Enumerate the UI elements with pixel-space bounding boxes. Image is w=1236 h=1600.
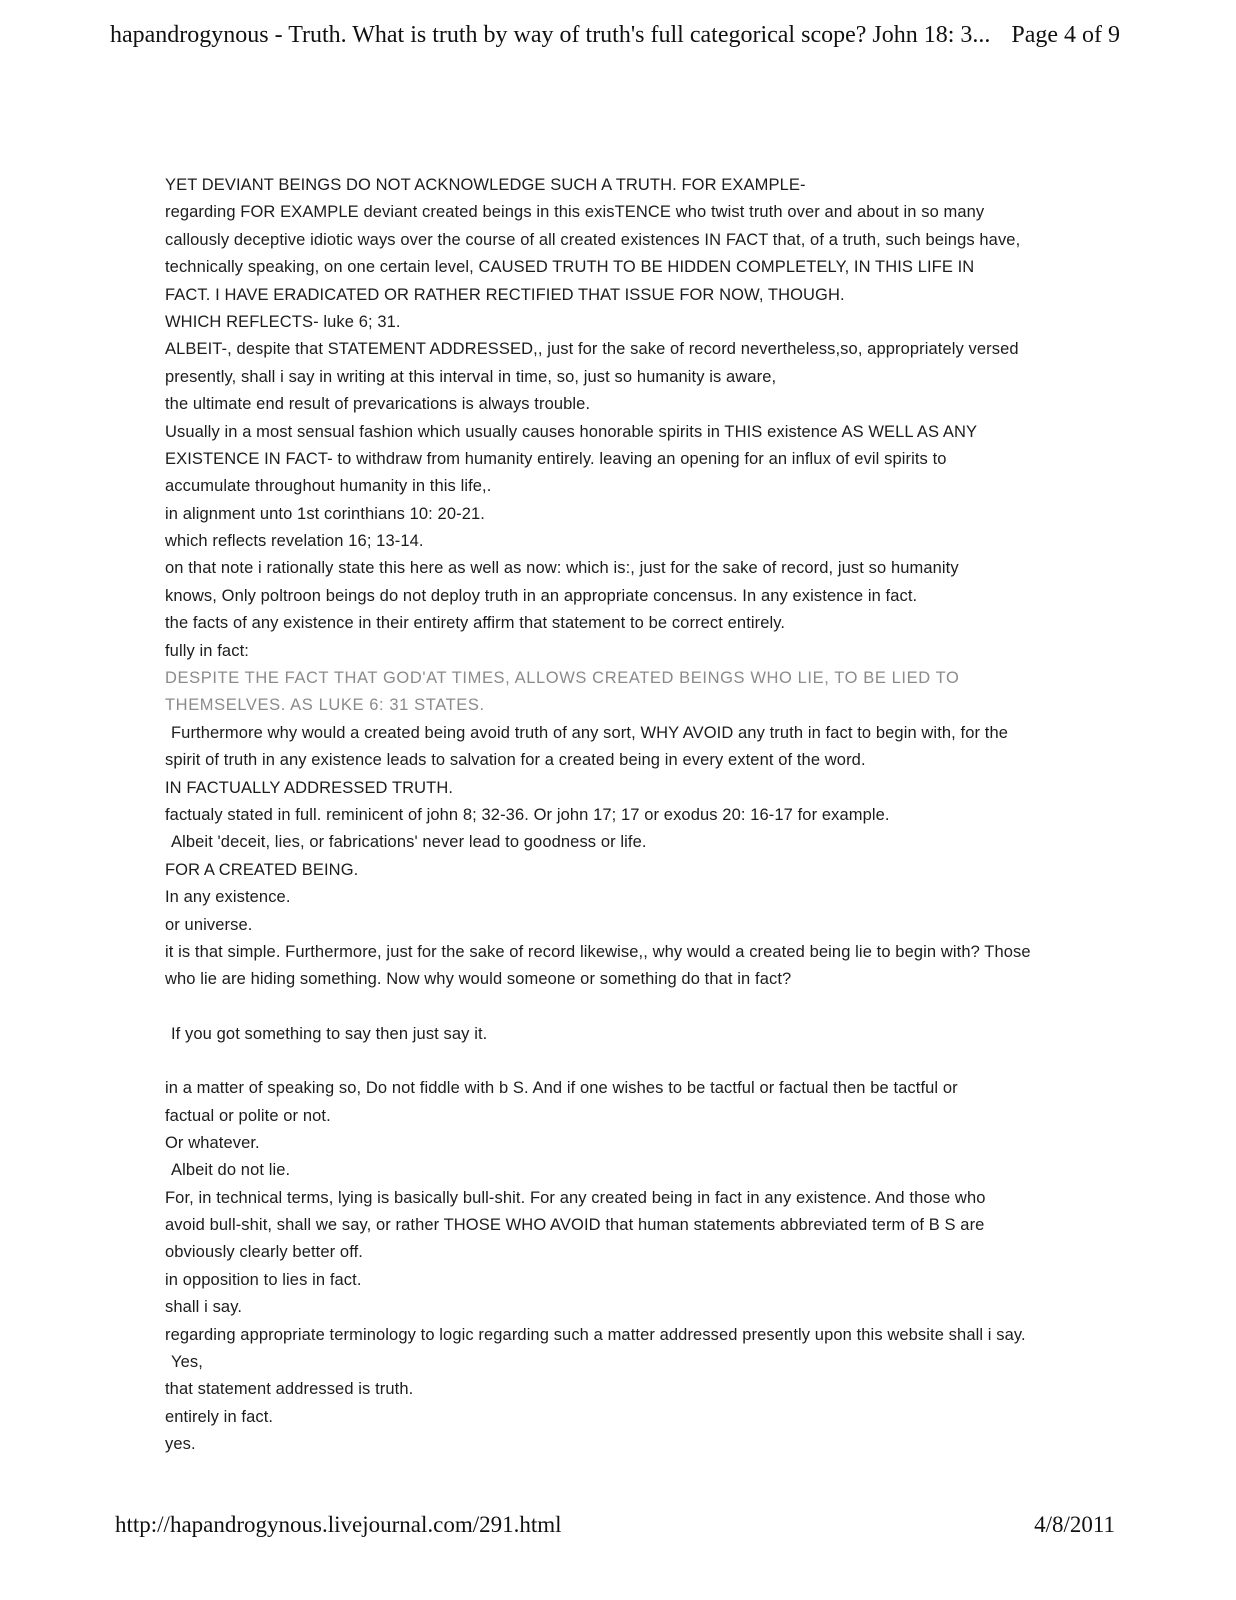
body-line: fully in fact: [165, 641, 249, 660]
body-line: yes. [165, 1435, 196, 1454]
document-title: hapandrogynous - Truth. What is truth by way of truth's full categorical scope? John 18: 3... [110, 22, 991, 48]
body-line: regarding FOR EXAMPLE deviant created beings in this exisTENCE who twist truth over and about in so many [165, 203, 985, 222]
body-line: WHICH REFLECTS- luke 6; 31. [165, 312, 401, 331]
body-line: For, in technical terms, lying is basically bull-shit. For any created being in fact in any existence. And those who [165, 1188, 986, 1207]
body-line: obviously clearly better off. [165, 1243, 363, 1262]
body-line: who lie are hiding something. Now why would someone or something do that in fact? [165, 970, 792, 989]
body-line: Albeit do not lie. [171, 1161, 291, 1180]
document-body [165, 172, 1125, 1459]
body-line: or universe. [165, 915, 253, 934]
body-line: the facts of any existence in their entirety affirm that statement to be correct entirely. [165, 614, 786, 633]
body-line: knows, Only poltroon beings do not deploy truth in an appropriate concensus. In any existence in fact. [165, 586, 918, 605]
body-line: which reflects revelation 16; 13-14. [165, 532, 424, 551]
body-line: EXISTENCE IN FACT- to withdraw from humanity entirely. leaving an opening for an influx of evil spirits to [165, 449, 947, 468]
body-line: ALBEIT-, despite that STATEMENT ADDRESSED,, just for the sake of record nevertheless,so, appropriately versed [165, 340, 1019, 359]
page-number: Page 4 of 9 [1011, 22, 1120, 48]
body-line: avoid bull-shit, shall we say, or rather THOSE WHO AVOID that human statements abbreviated term of B S are [165, 1216, 985, 1235]
body-line: in alignment unto 1st corinthians 10: 20-21. [165, 504, 485, 523]
print-date: 4/8/2011 [1034, 1512, 1115, 1537]
body-line: that statement addressed is truth. [165, 1380, 414, 1399]
body-line: Or whatever. [165, 1133, 260, 1152]
body-line: the ultimate end result of prevarications is always trouble. [165, 395, 591, 414]
body-line: FOR A CREATED BEING. [165, 860, 359, 879]
body-line: In any existence. [165, 888, 291, 907]
body-line: regarding appropriate terminology to logic regarding such a matter addressed presently upon this website shall i say. [165, 1325, 1026, 1344]
body-line: Yes, [171, 1353, 203, 1372]
body-line: it is that simple. Furthermore, just for the sake of record likewise,, why would a created being lie to begin with? Those [165, 942, 1031, 961]
body-line: FACT. I HAVE ERADICATED OR RATHER RECTIFIED THAT ISSUE FOR NOW, THOUGH. [165, 285, 845, 304]
source-url: http://hapandrogynous.livejournal.com/291.html [115, 1512, 562, 1537]
body-line: entirely in fact. [165, 1407, 274, 1426]
page-header [110, 22, 1120, 62]
body-line: technically speaking, on one certain level, CAUSED TRUTH TO BE HIDDEN COMPLETELY, IN THIS LIFE IN [165, 258, 975, 277]
body-line: on that note i rationally state this here as well as now: which is:, just for the sake of record, just so humanity [165, 559, 959, 578]
body-line: presently, shall i say in writing at this interval in time, so, just so humanity is aware, [165, 367, 777, 386]
page-footer [115, 1512, 1115, 1552]
body-line: callously deceptive idiotic ways over the course of all created existences IN FACT that, of a truth, such beings have, [165, 230, 1021, 249]
body-line: shall i say. [165, 1298, 243, 1317]
body-line: factual or polite or not. [165, 1106, 331, 1125]
faded-body-line: DESPITE THE FACT THAT GOD'AT TIMES, ALLOWS CREATED BEINGS WHO LIE, TO BE LIED TO [165, 669, 960, 688]
body-line: Albeit 'deceit, lies, or fabrications' never lead to goodness or life. [171, 833, 647, 852]
body-line: accumulate throughout humanity in this life,. [165, 477, 492, 496]
body-line: factualy stated in full. reminicent of john 8; 32-36. Or john 17; 17 or exodus 20: 16-17 for example. [165, 805, 890, 824]
body-line: If you got something to say then just say it. [171, 1024, 488, 1043]
body-line: IN FACTUALLY ADDRESSED TRUTH. [165, 778, 454, 797]
body-line: Usually in a most sensual fashion which usually causes honorable spirits in THIS existence AS WELL AS ANY [165, 422, 978, 441]
body-line: in opposition to lies in fact. [165, 1270, 362, 1289]
body-line: Furthermore why would a created being avoid truth of any sort, WHY AVOID any truth in fact to begin with, for the [171, 723, 1009, 742]
faded-body-line: THEMSELVES. AS LUKE 6: 31 STATES. [165, 696, 485, 715]
body-line: in a matter of speaking so, Do not fiddle with b S. And if one wishes to be tactful or factual then be tactful or [165, 1079, 958, 1098]
body-line: spirit of truth in any existence leads to salvation for a created being in every extent of the word. [165, 751, 866, 770]
body-line: YET DEVIANT BEINGS DO NOT ACKNOWLEDGE SUCH A TRUTH. FOR EXAMPLE- [165, 176, 806, 194]
